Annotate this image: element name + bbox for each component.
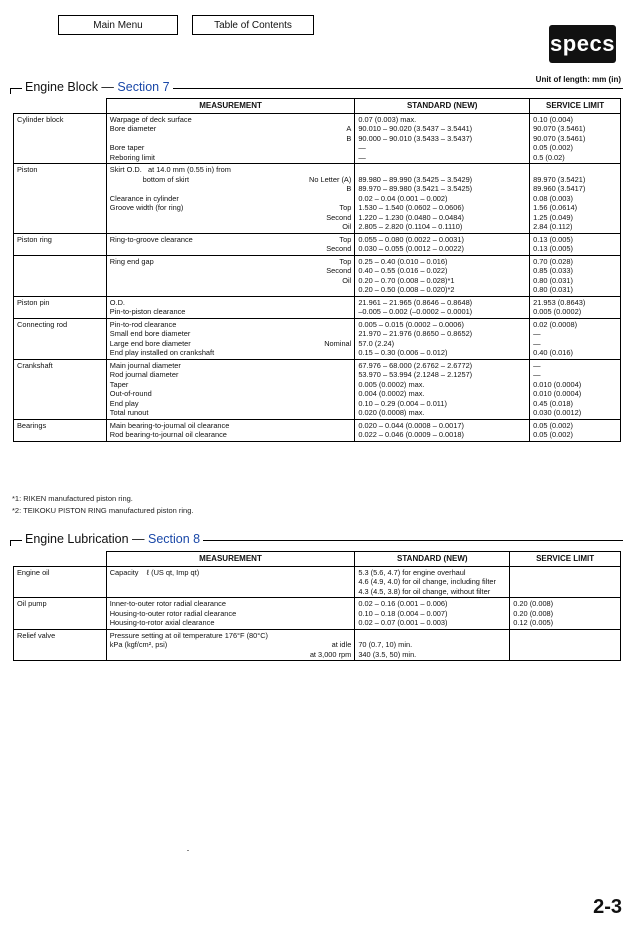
measurement-line xyxy=(110,389,352,399)
service-limit-value: 0.010 (0.0004) xyxy=(533,389,582,398)
standard-cell xyxy=(355,359,530,419)
service-limit-value xyxy=(513,631,617,641)
measurement-label: Reboring limit xyxy=(109,152,155,162)
spec-row xyxy=(14,113,621,164)
measurement-line xyxy=(110,348,352,358)
service-limit-cell xyxy=(530,318,621,359)
standard-value: 0.020 – 0.044 (0.0008 – 0.0017) xyxy=(358,420,464,430)
standard-cell xyxy=(355,296,530,318)
standard-value: 0.020 (0.0008) max. xyxy=(358,408,425,417)
spec-row xyxy=(14,296,621,318)
measurement-cell xyxy=(106,359,355,419)
standard-cell xyxy=(355,113,530,164)
measurement-label: End play xyxy=(109,398,139,408)
measurement-line xyxy=(110,153,352,163)
service-limit-value: 89.970 (3.5421) xyxy=(533,174,586,184)
measurement-label: Rod bearing-to-journal oil clearance xyxy=(109,430,227,439)
service-limit-value: 0.20 (0.008) xyxy=(513,608,554,618)
measurement-line xyxy=(110,339,352,349)
spec-row xyxy=(14,233,621,255)
standard-value: 0.07 (0.003) max. xyxy=(358,114,417,124)
standard-cell xyxy=(355,598,510,630)
service-limit-value: 0.45 (0.018) xyxy=(533,398,573,408)
measurement-line xyxy=(110,577,352,587)
measurement-qualifier: Top xyxy=(339,256,352,266)
measurement-qualifier: B xyxy=(346,133,352,143)
standard-value: 0.022 – 0.046 (0.0009 – 0.0018) xyxy=(358,430,464,439)
measurement-qualifier: Second xyxy=(326,212,352,222)
measurement-label: O.D. xyxy=(109,297,125,307)
measurement-label: Main journal diameter xyxy=(109,360,181,370)
measurement-line xyxy=(110,631,352,641)
measurement-label: Total runout xyxy=(109,408,149,417)
measurement-label: Rod journal diameter xyxy=(109,370,179,379)
standard-cell xyxy=(355,233,530,255)
measurement-label: Groove width (for ring) xyxy=(109,203,184,212)
standard-value: — xyxy=(358,143,366,152)
standard-value: 0.005 (0.0002) max. xyxy=(358,379,425,389)
spec-row xyxy=(14,629,621,661)
standard-value: 0.20 – 0.70 (0.008 – 0.028)*1 xyxy=(358,275,455,285)
standard-value: 340 (3.5, 50) min. xyxy=(358,649,417,659)
standard-value: 0.02 – 0.07 (0.001 – 0.003) xyxy=(358,618,448,627)
service-limit-header: SERVICE LIMIT xyxy=(530,99,621,114)
spec-row xyxy=(14,318,621,359)
measurement-label: Large end bore diameter xyxy=(109,338,191,348)
standard-value: 0.02 – 0.04 (0.001 – 0.002) xyxy=(358,193,448,203)
engine-lubrication-title: Engine Lubrication — xyxy=(25,532,148,546)
standard-cell xyxy=(355,318,530,359)
measurement-label: Housing-to-outer rotor radial clearance xyxy=(109,608,237,618)
standard-value: 0.030 – 0.055 (0.0012 – 0.0022) xyxy=(358,244,464,253)
measurement-line xyxy=(110,244,352,254)
standard-value: 57.0 (2.24) xyxy=(358,338,395,348)
service-limit-value: 0.08 (0.003) xyxy=(533,193,573,203)
measurement-line xyxy=(110,599,352,609)
standard-value: 89.970 – 89.980 (3.5421 – 3.5425) xyxy=(358,184,473,193)
measurement-label: Out-of-round xyxy=(109,389,152,398)
measurement-qualifier: Top xyxy=(339,234,352,244)
standard-cell xyxy=(355,255,530,296)
measurement-line xyxy=(110,650,352,660)
component-cell: Cylinder block xyxy=(14,113,107,164)
standard-value: 0.02 – 0.16 (0.001 – 0.006) xyxy=(358,599,448,608)
service-limit-value: 1.25 (0.049) xyxy=(533,212,573,222)
section-8-link[interactable]: Section 8 xyxy=(148,532,201,546)
specs-badge: specs xyxy=(549,25,616,63)
spec-row xyxy=(14,359,621,419)
spec-row xyxy=(14,164,621,234)
measurement-qualifier: Second xyxy=(326,266,352,275)
measurement-line xyxy=(110,165,352,175)
standard-value: 0.10 – 0.18 (0.004 – 0.007) xyxy=(358,608,448,618)
measurement-label: Pin-to-piston clearance xyxy=(109,307,186,316)
measurement-label: End play installed on crankshaft xyxy=(109,348,215,357)
standard-value: 53.970 – 53.994 (2.1248 – 2.1257) xyxy=(358,370,473,379)
service-limit-cell xyxy=(530,359,621,419)
measurement-label: Inner-to-outer rotor radial clearance xyxy=(109,599,226,608)
main-menu-button[interactable]: Main Menu xyxy=(58,15,178,35)
measurement-label: Bore taper xyxy=(109,143,145,152)
service-limit-value: 90.070 (3.5461) xyxy=(533,133,586,143)
standard-value: 1.530 – 1.540 (0.0602 – 0.0606) xyxy=(358,203,464,212)
standard-value: — xyxy=(358,152,366,162)
engine-block-heading xyxy=(22,80,173,94)
service-limit-value xyxy=(533,165,617,175)
standard-value: 70 (0.7, 10) min. xyxy=(358,640,413,649)
measurement-label: Clearance in cylinder xyxy=(109,193,179,203)
service-limit-header: SERVICE LIMIT xyxy=(510,552,621,567)
measurement-line xyxy=(110,320,352,330)
measurement-qualifier: Nominal xyxy=(324,338,352,348)
measurement-line xyxy=(110,285,352,295)
service-limit-value: — xyxy=(533,360,541,370)
measurement-line xyxy=(110,640,352,650)
component-cell: Piston pin xyxy=(14,296,107,318)
component-cell: Connecting rod xyxy=(14,318,107,359)
measurement-qualifier: Second xyxy=(326,244,352,253)
measurement-label: Small end bore diameter xyxy=(109,329,191,338)
standard-value: 0.40 – 0.55 (0.016 – 0.022) xyxy=(358,266,448,275)
spec-row xyxy=(14,419,621,441)
engine-block-table xyxy=(13,98,621,442)
measurement-line xyxy=(110,257,352,267)
service-limit-cell xyxy=(530,164,621,234)
service-limit-value: 0.05 (0.002) xyxy=(533,430,573,439)
spec-row xyxy=(14,598,621,630)
component-cell: Relief valve xyxy=(14,629,107,661)
standard-value: –0.005 – 0.002 (–0.0002 – 0.0001) xyxy=(358,307,473,316)
measurement-cell xyxy=(106,598,355,630)
measurement-qualifier: No Letter (A) xyxy=(309,174,352,184)
standard-value: 4.3 (4.5, 3.8) for oil change, without filter xyxy=(358,586,491,596)
service-limit-value xyxy=(513,640,617,650)
service-limit-cell xyxy=(530,419,621,441)
standard-value: 0.055 – 0.080 (0.0022 – 0.0031) xyxy=(358,234,464,244)
service-limit-cell xyxy=(510,566,621,598)
standard-cell xyxy=(355,629,510,661)
component-cell: Piston xyxy=(14,164,107,234)
standard-value: 5.3 (5.6, 4.7) for engine overhaul xyxy=(358,567,466,577)
measurement-label: Main bearing-to-journal oil clearance xyxy=(109,420,230,430)
measurement-line xyxy=(110,213,352,223)
service-limit-value: 0.40 (0.016) xyxy=(533,348,573,357)
measurement-label: bottom of skirt xyxy=(109,174,190,184)
engine-lubrication-heading xyxy=(22,532,203,546)
service-limit-value: — xyxy=(533,338,541,348)
measurement-label: Skirt O.D. at 14.0 mm (0.55 in) from xyxy=(109,165,231,174)
measurement-line xyxy=(110,175,352,185)
measurement-line xyxy=(110,276,352,286)
measurement-label: Housing-to-rotor axial clearance xyxy=(109,618,215,627)
service-limit-value: 0.05 (0.002) xyxy=(533,420,573,430)
spec-row xyxy=(14,255,621,296)
engine-lubrication-table xyxy=(13,551,621,661)
measurement-line xyxy=(110,298,352,308)
service-limit-value: 0.005 (0.0002) xyxy=(533,307,582,316)
standard-value: 0.10 – 0.29 (0.004 – 0.011) xyxy=(358,398,447,408)
standard-value: 90.000 – 90.010 (3.5433 – 3.5437) xyxy=(358,133,473,143)
measurement-cell xyxy=(106,255,355,296)
standard-value: 4.6 (4.9, 4.0) for oil change, including filter xyxy=(358,577,496,586)
standard-cell xyxy=(355,566,510,598)
service-limit-value: 1.56 (0.0614) xyxy=(533,203,578,212)
measurement-qualifier: A xyxy=(346,124,352,133)
measurement-cell xyxy=(106,566,355,598)
measurement-qualifier: at 3,000 rpm xyxy=(309,649,352,659)
measurement-line xyxy=(110,143,352,153)
standard-value: 2.805 – 2.820 (0.1104 – 0.1110) xyxy=(358,222,463,231)
measurement-qualifier: Oil xyxy=(342,275,352,285)
measurement-label: Warpage of deck surface xyxy=(109,114,192,124)
component-cell: Bearings xyxy=(14,419,107,441)
component-cell: Engine oil xyxy=(14,566,107,598)
service-limit-value: 0.5 (0.02) xyxy=(533,152,565,162)
measurement-line xyxy=(110,124,352,134)
measurement-line xyxy=(110,203,352,213)
measurement-header: MEASUREMENT xyxy=(106,552,355,567)
measurement-line xyxy=(110,587,352,597)
measurement-cell xyxy=(106,629,355,661)
service-limit-value xyxy=(513,568,617,578)
measurement-qualifier: Top xyxy=(339,203,352,212)
measurement-line xyxy=(110,370,352,380)
service-limit-cell xyxy=(530,113,621,164)
standard-value: 90.010 – 90.020 (3.5437 – 3.5441) xyxy=(358,124,473,133)
measurement-line xyxy=(110,609,352,619)
service-limit-value xyxy=(513,587,617,597)
service-limit-cell xyxy=(530,233,621,255)
measurement-cell xyxy=(106,233,355,255)
standard-value xyxy=(358,165,526,175)
service-limit-value: 0.010 (0.0004) xyxy=(533,379,582,389)
section-rule-tick xyxy=(10,88,11,94)
measurement-line xyxy=(110,184,352,194)
standard-value xyxy=(358,631,506,641)
blank-header-cell xyxy=(14,99,107,114)
service-limit-value: 89.960 (3.5417) xyxy=(533,184,586,193)
standard-value: 0.20 – 0.50 (0.008 – 0.020)*2 xyxy=(358,285,455,294)
service-limit-value: 0.05 (0.002) xyxy=(533,143,573,152)
footnote-2: *2: TEIKOKU PISTON RING manufactured piston ring. xyxy=(12,506,194,515)
service-limit-value: 21.953 (0.8643) xyxy=(533,297,586,307)
standard-value: 67.976 – 68.000 (2.6762 – 2.6772) xyxy=(358,360,473,370)
component-cell xyxy=(14,255,107,296)
service-limit-cell xyxy=(530,296,621,318)
service-limit-value: 0.13 (0.005) xyxy=(533,234,573,244)
measurement-cell xyxy=(106,113,355,164)
measurement-label: Ring end gap xyxy=(109,256,154,266)
standard-header: STANDARD (NEW) xyxy=(355,552,510,567)
component-cell: Oil pump xyxy=(14,598,107,630)
service-limit-value: — xyxy=(533,329,541,338)
section-rule-tick xyxy=(10,540,11,546)
measurement-cell xyxy=(106,318,355,359)
measurement-label: Capacity ℓ (US qt, Imp qt) xyxy=(109,567,200,577)
service-limit-value: 0.20 (0.008) xyxy=(513,599,554,608)
standard-header: STANDARD (NEW) xyxy=(355,99,530,114)
standard-value: 21.961 – 21.965 (0.8646 – 0.8648) xyxy=(358,297,473,307)
measurement-line xyxy=(110,568,352,578)
service-limit-value xyxy=(513,650,617,660)
measurement-line xyxy=(110,421,352,431)
measurement-line xyxy=(110,194,352,204)
measurement-line xyxy=(110,134,352,144)
service-limit-value: 0.10 (0.004) xyxy=(533,114,573,124)
service-limit-value xyxy=(513,577,617,587)
scan-speck xyxy=(187,850,189,851)
service-limit-cell xyxy=(510,598,621,630)
measurement-line xyxy=(110,307,352,317)
measurement-line xyxy=(110,380,352,390)
measurement-line xyxy=(110,329,352,339)
service-limit-value: 0.030 (0.0012) xyxy=(533,408,582,417)
measurement-label: Pressure setting at oil temperature 176°F (80°C) xyxy=(109,630,269,640)
measurement-line xyxy=(110,618,352,628)
measurement-cell xyxy=(106,164,355,234)
service-limit-value: 0.80 (0.031) xyxy=(533,285,573,294)
standard-value: 1.220 – 1.230 (0.0480 – 0.0484) xyxy=(358,212,464,222)
measurement-line xyxy=(110,222,352,232)
standard-value: 21.970 – 21.976 (0.8650 – 0.8652) xyxy=(358,329,473,338)
measurement-label: Bore diameter xyxy=(109,124,157,133)
measurement-cell xyxy=(106,419,355,441)
service-limit-value: 90.070 (3.5461) xyxy=(533,124,586,133)
measurement-qualifier: Oil xyxy=(342,222,352,231)
standard-value: 0.005 – 0.015 (0.0002 – 0.0006) xyxy=(358,319,464,329)
service-limit-value: 2.84 (0.112) xyxy=(533,222,573,231)
blank-header-cell xyxy=(14,552,107,567)
standard-value: 0.15 – 0.30 (0.006 – 0.012) xyxy=(358,348,448,357)
footnote-1: *1: RIKEN manufactured piston ring. xyxy=(12,494,133,503)
unit-of-length: Unit of length: mm (in) xyxy=(535,75,621,84)
table-of-contents-button[interactable]: Table of Contents xyxy=(192,15,314,35)
service-limit-cell xyxy=(510,629,621,661)
spec-row xyxy=(14,566,621,598)
section-7-link[interactable]: Section 7 xyxy=(117,80,170,94)
measurement-line xyxy=(110,408,352,418)
component-cell: Crankshaft xyxy=(14,359,107,419)
page-number: 2-3 xyxy=(593,896,622,918)
service-limit-value: 0.70 (0.028) xyxy=(533,256,573,266)
service-limit-cell xyxy=(530,255,621,296)
service-limit-value: 0.13 (0.005) xyxy=(533,244,573,253)
measurement-line xyxy=(110,235,352,245)
measurement-line xyxy=(110,399,352,409)
measurement-qualifier: at idle xyxy=(331,640,352,649)
measurement-cell xyxy=(106,296,355,318)
measurement-label: kPa (kgf/cm², psi) xyxy=(109,640,168,649)
service-limit-value: — xyxy=(533,370,541,379)
measurement-header: MEASUREMENT xyxy=(106,99,355,114)
measurement-line xyxy=(110,361,352,371)
service-limit-value: 0.80 (0.031) xyxy=(533,275,573,285)
measurement-line xyxy=(110,115,352,125)
measurement-label: Taper xyxy=(109,379,129,389)
measurement-label: Ring-to-groove clearance xyxy=(109,234,193,244)
standard-value: 89.980 – 89.990 (3.5425 – 3.5429) xyxy=(358,174,473,184)
service-limit-value: 0.12 (0.005) xyxy=(513,618,554,627)
standard-cell xyxy=(355,164,530,234)
standard-value: 0.004 (0.0002) max. xyxy=(358,389,425,398)
measurement-line xyxy=(110,266,352,276)
component-cell: Piston ring xyxy=(14,233,107,255)
service-limit-value: 0.85 (0.033) xyxy=(533,266,573,275)
measurement-label: Pin-to-rod clearance xyxy=(109,319,177,329)
engine-block-title: Engine Block — xyxy=(25,80,118,94)
standard-cell xyxy=(355,419,530,441)
service-limit-value: 0.02 (0.0008) xyxy=(533,319,578,329)
measurement-line xyxy=(110,430,352,440)
standard-value: 0.25 – 0.40 (0.010 – 0.016) xyxy=(358,256,448,266)
measurement-qualifier: B xyxy=(346,184,352,193)
